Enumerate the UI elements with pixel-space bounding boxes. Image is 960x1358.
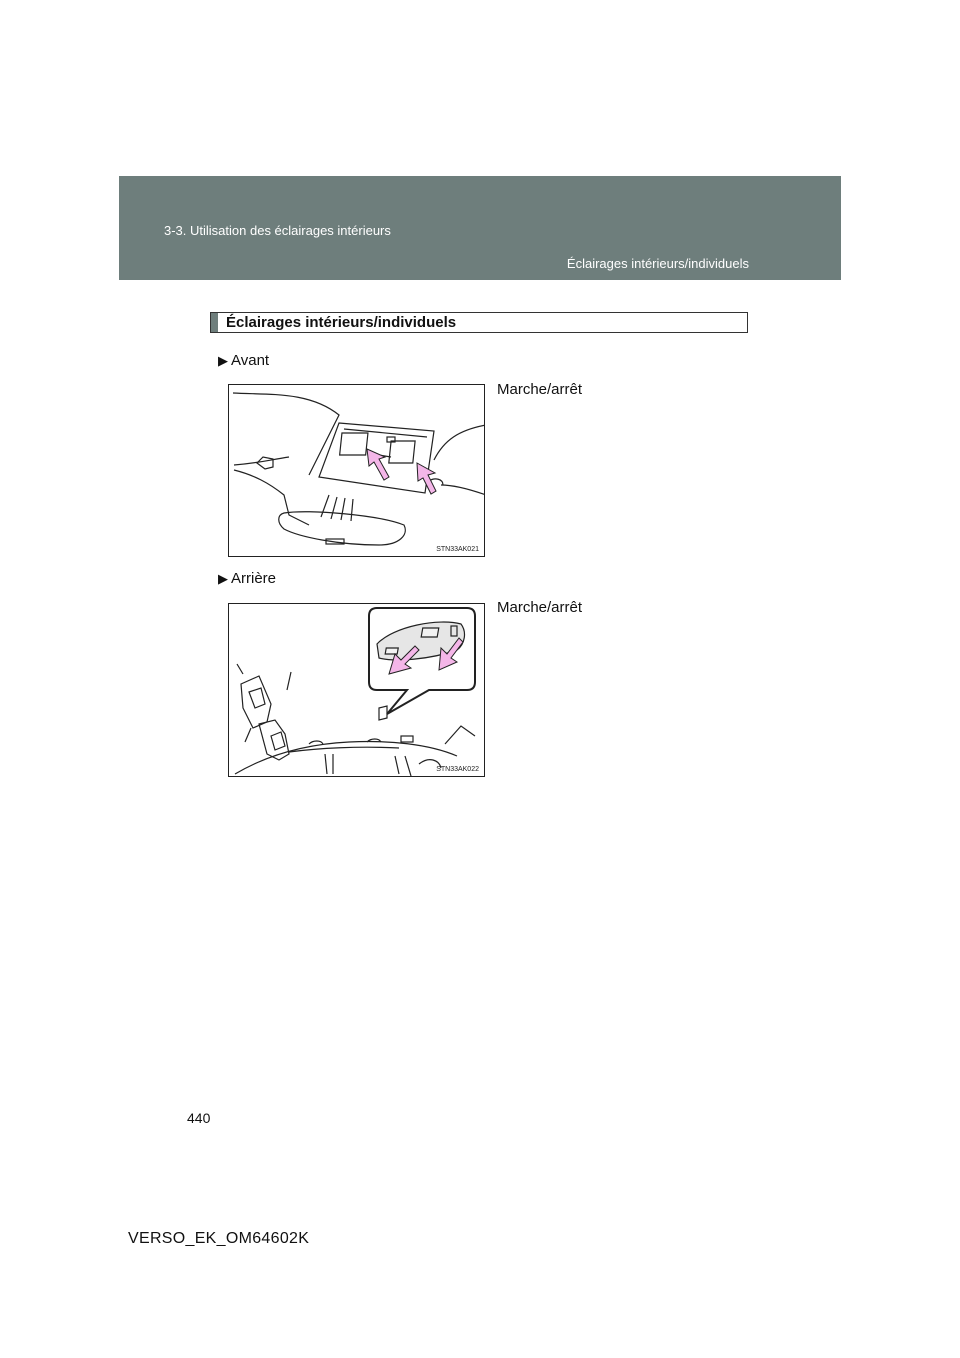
front-overhead-console-drawing (229, 385, 485, 557)
page-number: 440 (187, 1110, 211, 1126)
page-subtitle: Éclairages intérieurs/individuels (566, 256, 749, 271)
rear-description: Marche/arrêt (497, 599, 583, 616)
header-band (119, 176, 841, 280)
front-description: Marche/arrêt (497, 381, 583, 398)
front-lights-illustration (228, 384, 485, 557)
triangle-right-icon: ▶ (218, 353, 228, 368)
rear-image-code: STN33AK022 (436, 766, 479, 773)
heading-accent-bar (211, 313, 218, 332)
section-heading (210, 312, 748, 333)
triangle-right-icon: ▶ (218, 571, 228, 586)
rear-lights-illustration (228, 603, 485, 777)
document-code: VERSO_EK_OM64602K (128, 1230, 310, 1247)
section-label: 3-3. Utilisation des éclairages intérieurs (164, 223, 391, 238)
front-image-code: STN33AK021 (436, 546, 479, 553)
heading-text: Éclairages intérieurs/individuels (226, 314, 457, 331)
bullet-front (218, 352, 269, 369)
bullet-rear (218, 570, 276, 587)
bullet-rear-label: Arrière (231, 570, 277, 587)
rear-overhead-console-drawing (229, 604, 485, 777)
bullet-front-label: Avant (231, 352, 270, 369)
